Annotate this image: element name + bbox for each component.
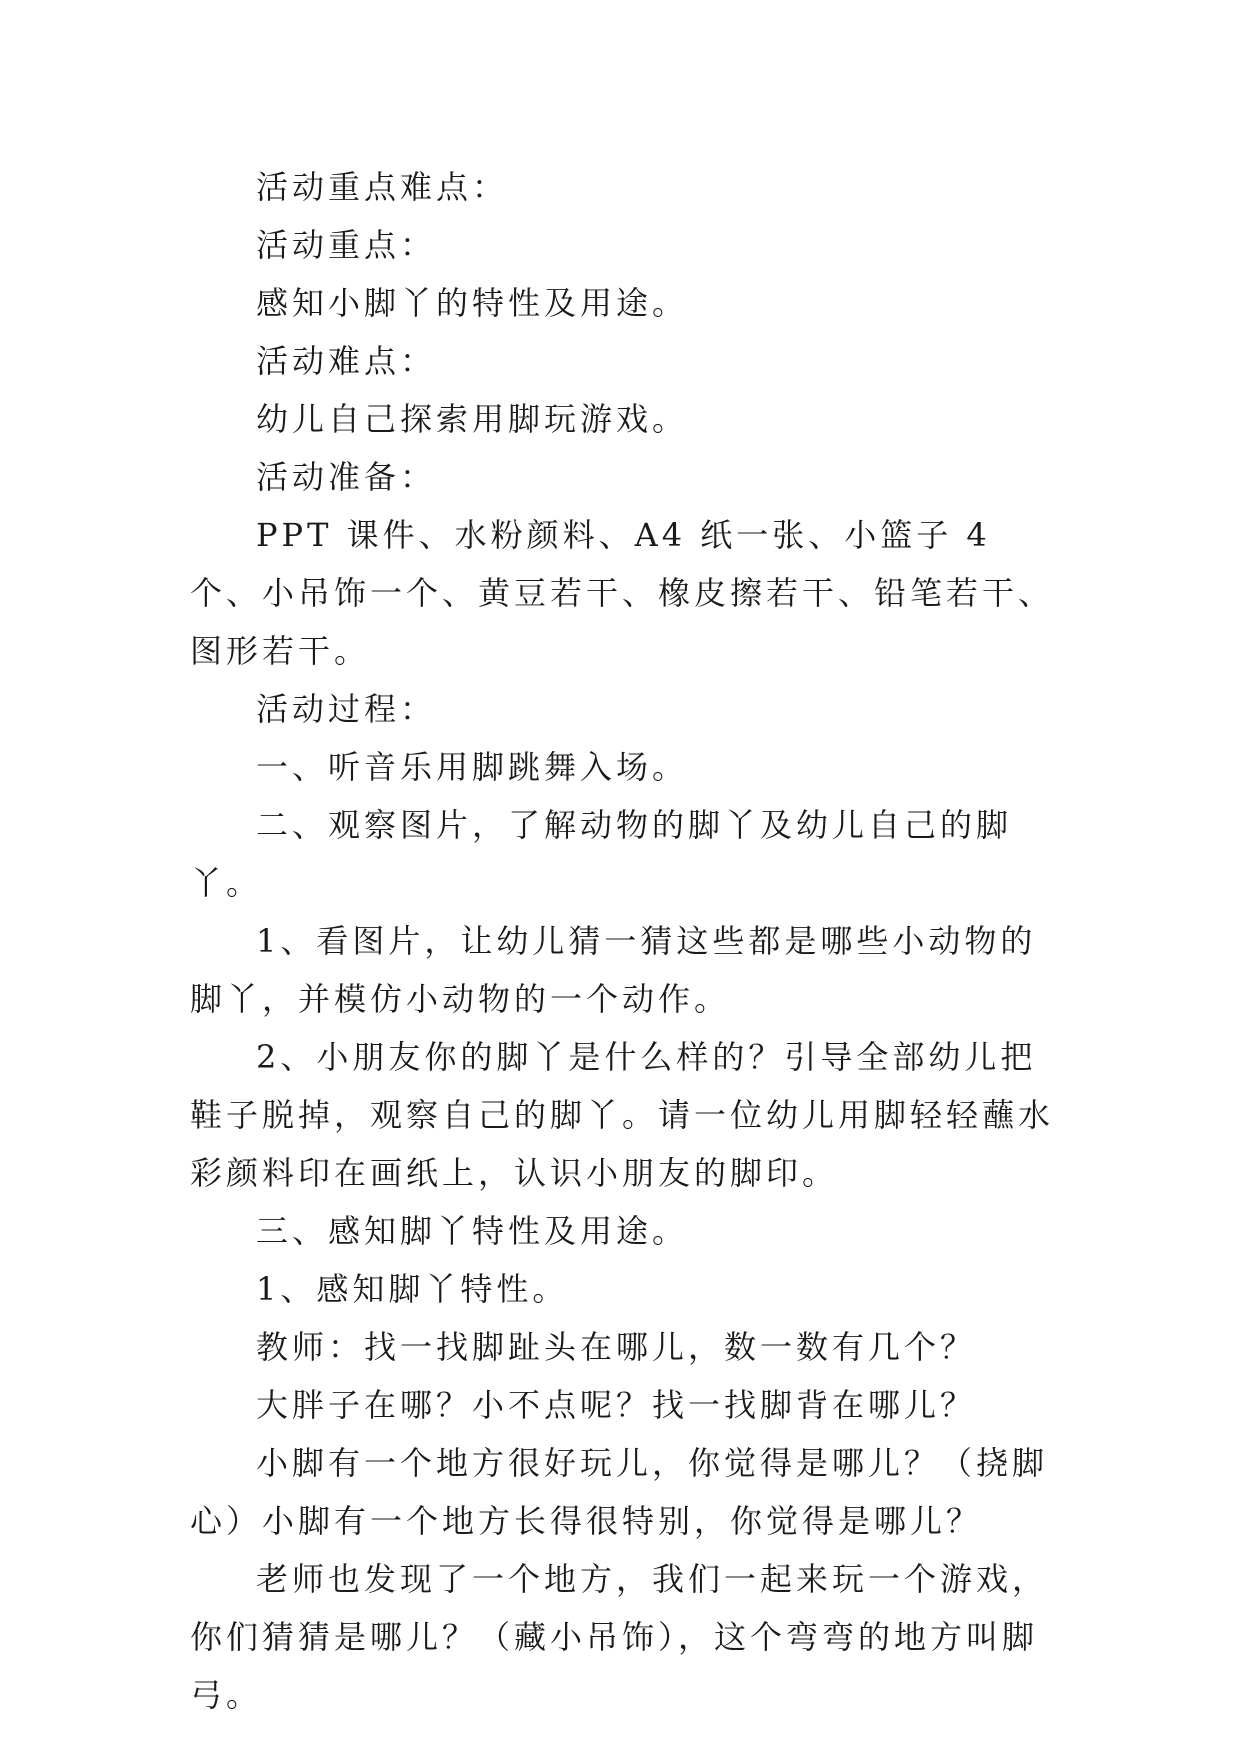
paragraph-big-toe-question: 大胖子在哪？小不点呢？找一找脚背在哪儿？ xyxy=(256,1386,977,1424)
paragraph-step-two-item-2: 2、小朋友你的脚丫是什么样的？引导全部幼儿把鞋子脱掉，观察自己的脚丫。请一位幼儿用脚轻轻蘸水彩颜料印在画纸上，认识小朋友的脚印。 xyxy=(190,1038,1055,1192)
paragraph-teacher-question: 教师：找一找脚趾头在哪儿，数一数有几个？ xyxy=(256,1328,977,1366)
paragraph-arch-game: 老师也发现了一个地方，我们一起来玩一个游戏，你们猜猜是哪儿？（藏小吊饰），这个弯弯的地方叫脚弓。 xyxy=(190,1560,1049,1714)
paragraph-step-two: 二、观察图片，了解动物的脚丫及幼儿自己的脚丫。 xyxy=(190,806,1013,902)
paragraph-difficult-points-text: 幼儿自己探索用脚玩游戏。 xyxy=(256,400,689,438)
document-page xyxy=(190,158,1070,1724)
heading-preparation: 活动准备： xyxy=(256,458,437,496)
heading-key-difficult-points: 活动重点难点： xyxy=(256,168,509,206)
paragraph-preparation-text: PPT 课件、水粉颜料、A4 纸一张、小篮子 4 个、小吊饰一个、黄豆若干、橡皮擦若干、铅笔若干、图形若干。 xyxy=(190,516,1055,670)
heading-key-points: 活动重点： xyxy=(256,226,437,264)
paragraph-step-three: 三、感知脚丫特性及用途。 xyxy=(256,1212,689,1250)
paragraph-step-one: 一、听音乐用脚跳舞入场。 xyxy=(256,748,689,786)
paragraph-key-points-text: 感知小脚丫的特性及用途。 xyxy=(256,284,689,322)
paragraph-step-three-item-1: 1、感知脚丫特性。 xyxy=(256,1270,569,1308)
paragraph-fun-spot-question: 小脚有一个地方很好玩儿，你觉得是哪儿？（挠脚心）小脚有一个地方长得很特别，你觉得是哪儿？ xyxy=(190,1444,1049,1540)
heading-difficult-points: 活动难点： xyxy=(256,342,437,380)
heading-process: 活动过程： xyxy=(256,690,437,728)
paragraph-step-two-item-1: 1、看图片，让幼儿猜一猜这些都是哪些小动物的脚丫，并模仿小动物的一个动作。 xyxy=(190,922,1037,1018)
